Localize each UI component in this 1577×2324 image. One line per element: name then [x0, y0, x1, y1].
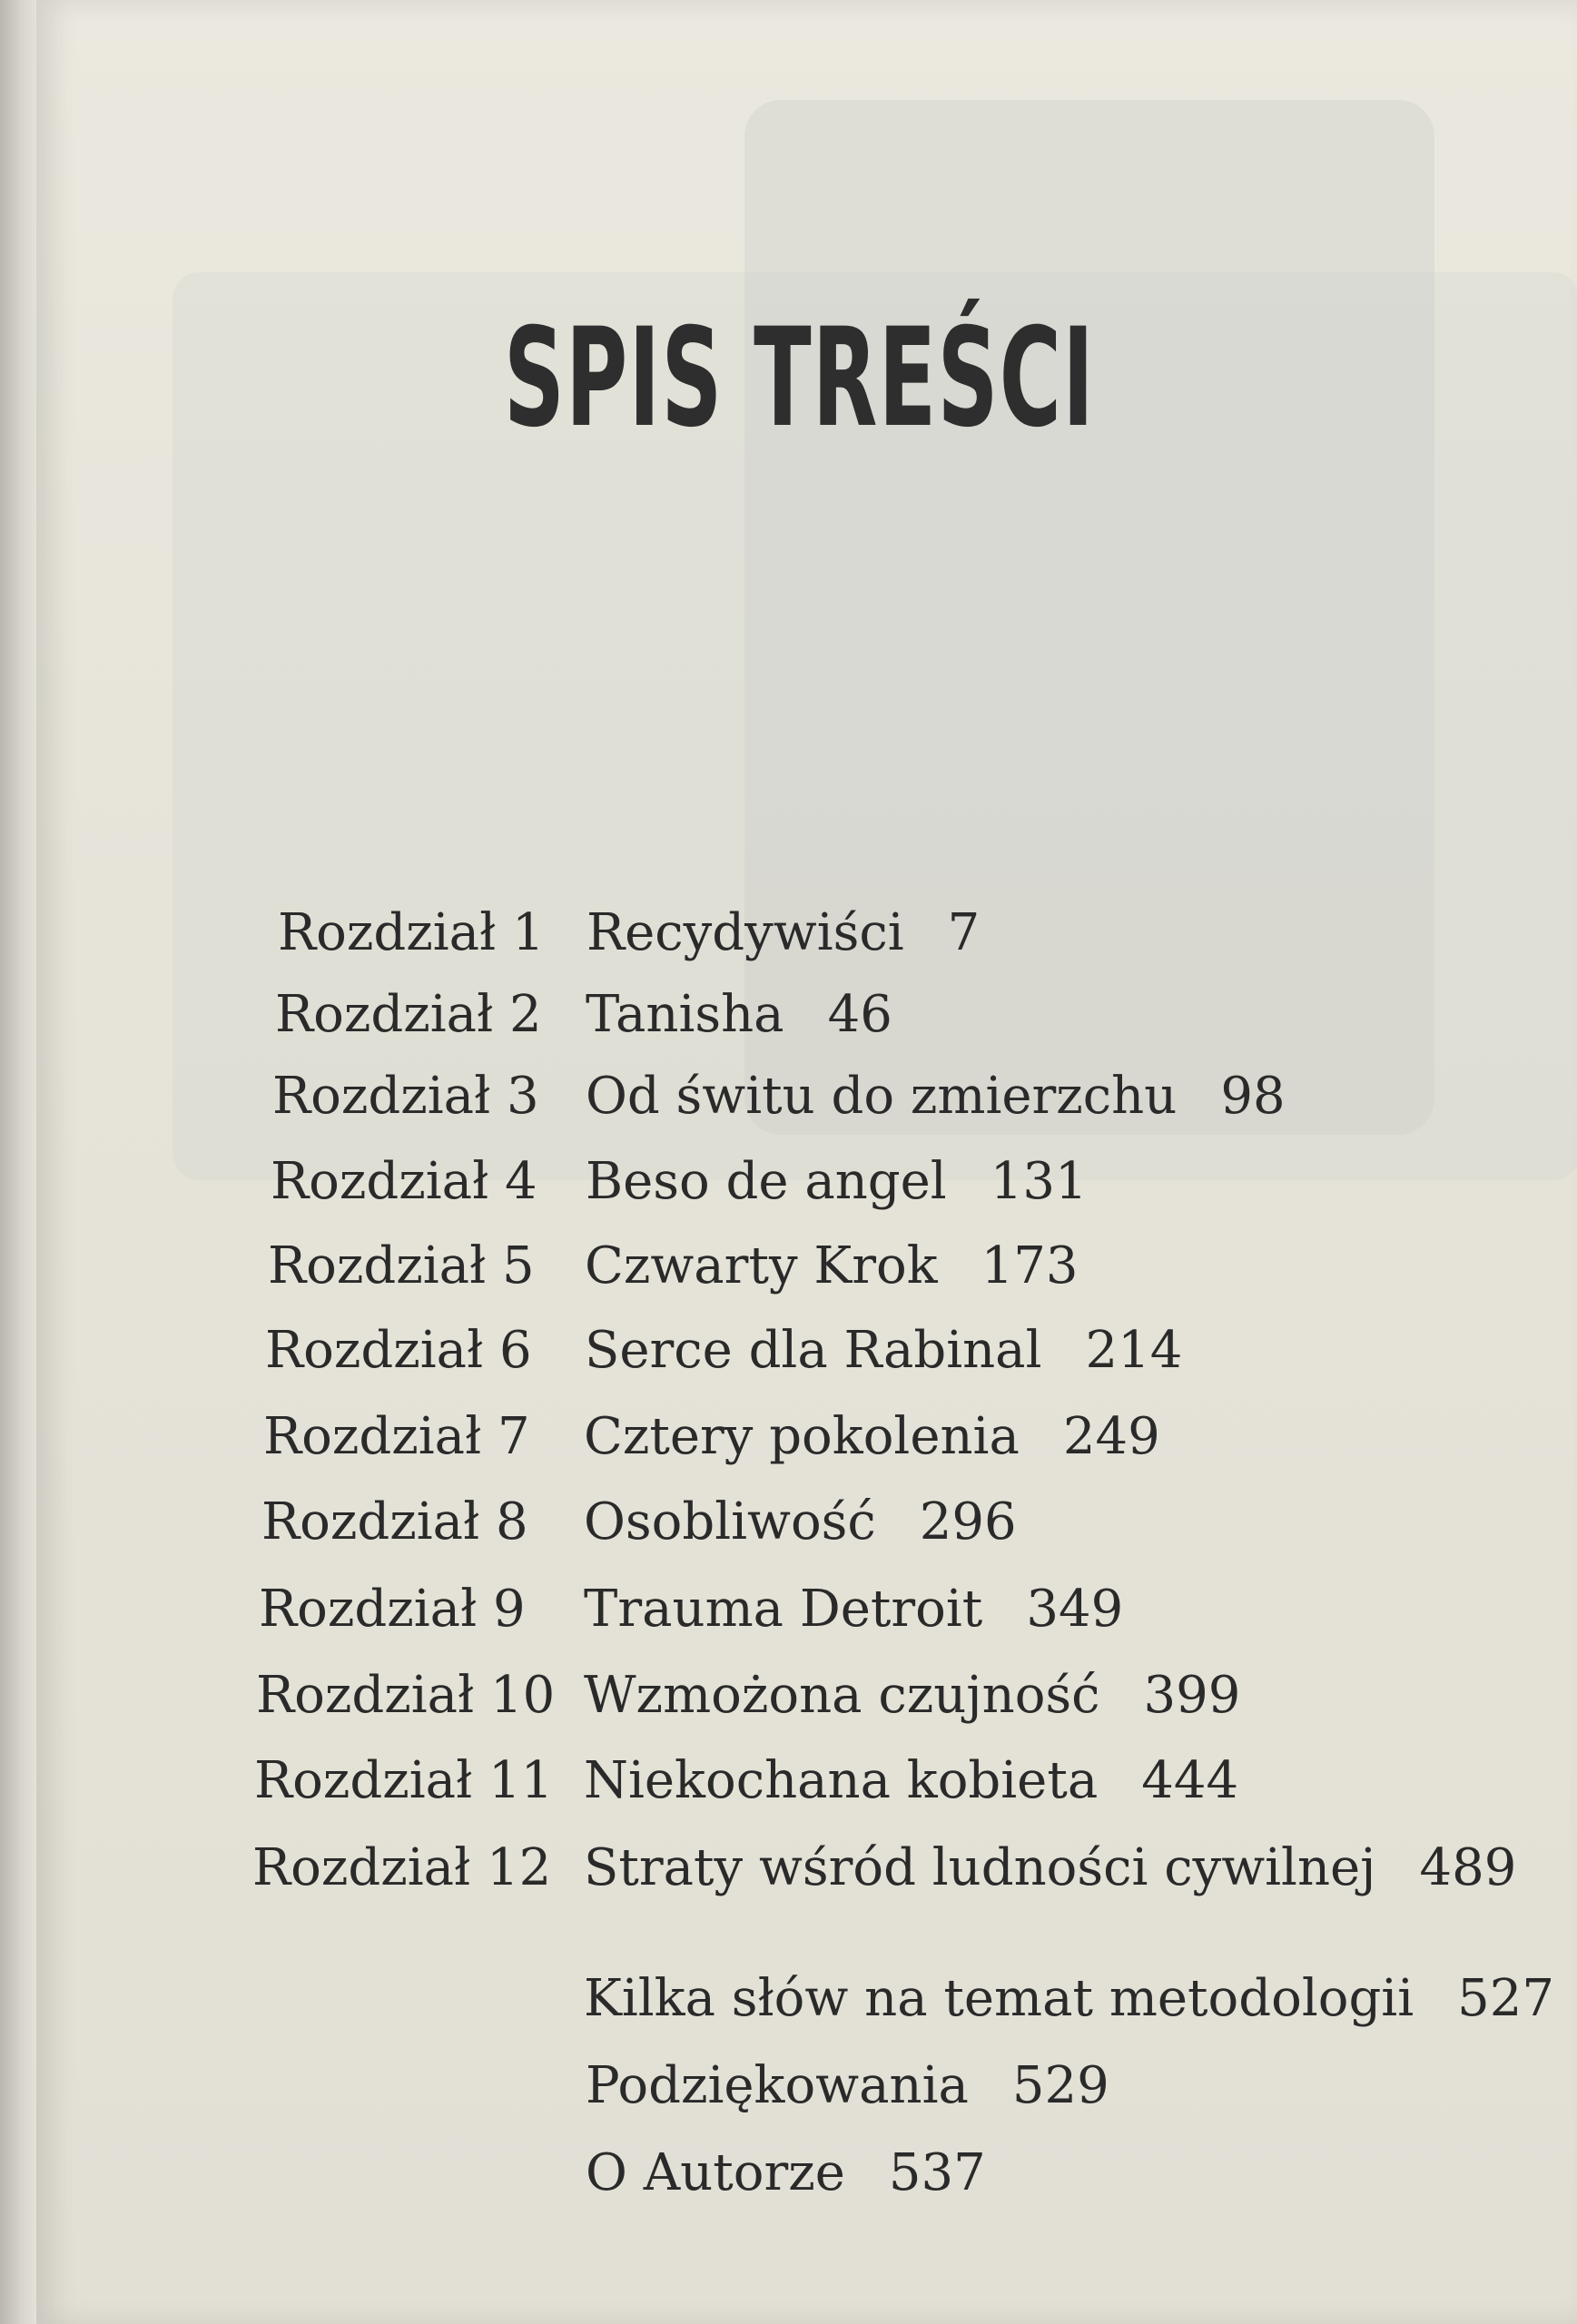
- page-number: 529: [1011, 2056, 1109, 2115]
- chapter-entry: [586, 1146, 1088, 1218]
- chapter-entry: [584, 1745, 1238, 1817]
- chapter-label: Rozdział 2: [275, 985, 542, 1044]
- chapter-label: Rozdział 11: [254, 1751, 554, 1810]
- extra-title: Podziękowania: [586, 2056, 969, 2115]
- page-number: 527: [1457, 1969, 1555, 2028]
- page-number: 537: [888, 2143, 986, 2202]
- chapter-label: Rozdział 8: [261, 1492, 528, 1551]
- page-number: 349: [1026, 1580, 1124, 1639]
- page-number: 131: [990, 1152, 1088, 1211]
- chapter-label: Rozdział 10: [256, 1666, 556, 1725]
- page-number: 173: [981, 1236, 1079, 1295]
- chapter-title: Straty wśród ludności cywilnej: [584, 1838, 1376, 1897]
- chapter-label: Rozdział 4: [271, 1152, 537, 1211]
- chapter-label: Rozdział 6: [265, 1321, 532, 1380]
- chapter-title: Recydywiści: [586, 903, 904, 962]
- chapter-title: Tanisha: [586, 985, 784, 1044]
- page-number: 249: [1062, 1407, 1160, 1466]
- extra-title: Kilka słów na temat metodologii: [584, 1969, 1414, 2028]
- chapter-entry: [585, 1230, 1079, 1303]
- extra-title: O Autorze: [586, 2143, 845, 2202]
- chapter-entry: [584, 1832, 1516, 1905]
- chapter-title: Cztery pokolenia: [584, 1407, 1020, 1466]
- chapter-label: Rozdział 1: [278, 903, 545, 962]
- page-number: 7: [947, 903, 981, 962]
- chapter-entry: [584, 1659, 1240, 1732]
- chapter-label: Rozdział 3: [272, 1067, 539, 1126]
- chapter-label: Rozdział 12: [252, 1838, 552, 1897]
- extra-entry: [586, 2137, 986, 2210]
- chapter-title: Osobliwość: [584, 1492, 876, 1551]
- page-number: 296: [919, 1492, 1017, 1551]
- extra-entry: [586, 2050, 1109, 2122]
- page-number: 399: [1143, 1666, 1241, 1725]
- chapter-entry: [585, 1315, 1182, 1387]
- page-number: 489: [1419, 1838, 1517, 1897]
- page-number: 98: [1220, 1067, 1286, 1126]
- chapter-entry: [586, 979, 892, 1051]
- chapter-title: Niekochana kobieta: [584, 1751, 1099, 1810]
- extra-entry: [584, 1963, 1554, 2035]
- chapter-title: Serce dla Rabinal: [585, 1321, 1042, 1380]
- chapter-title: Beso de angel: [586, 1152, 947, 1211]
- page-number: 46: [827, 985, 892, 1044]
- chapter-title: Czwarty Krok: [585, 1236, 938, 1295]
- page-number: 444: [1141, 1751, 1239, 1810]
- chapter-entry: [584, 1486, 1017, 1559]
- chapter-title: Trauma Detroit: [584, 1580, 983, 1639]
- chapter-title: Wzmożona czujność: [584, 1666, 1100, 1725]
- chapter-title: Od świtu do zmierzchu: [586, 1067, 1178, 1126]
- chapter-label: Rozdział 9: [259, 1580, 526, 1639]
- chapter-entry: [586, 897, 980, 970]
- chapter-entry: [584, 1573, 1123, 1646]
- chapter-entry: [584, 1401, 1160, 1473]
- page-title: SPIS TREŚCI: [503, 300, 1096, 458]
- chapter-entry: [586, 1060, 1286, 1133]
- page-number: 214: [1085, 1321, 1183, 1380]
- chapter-label: Rozdział 7: [263, 1407, 530, 1466]
- chapter-label: Rozdział 5: [268, 1236, 535, 1295]
